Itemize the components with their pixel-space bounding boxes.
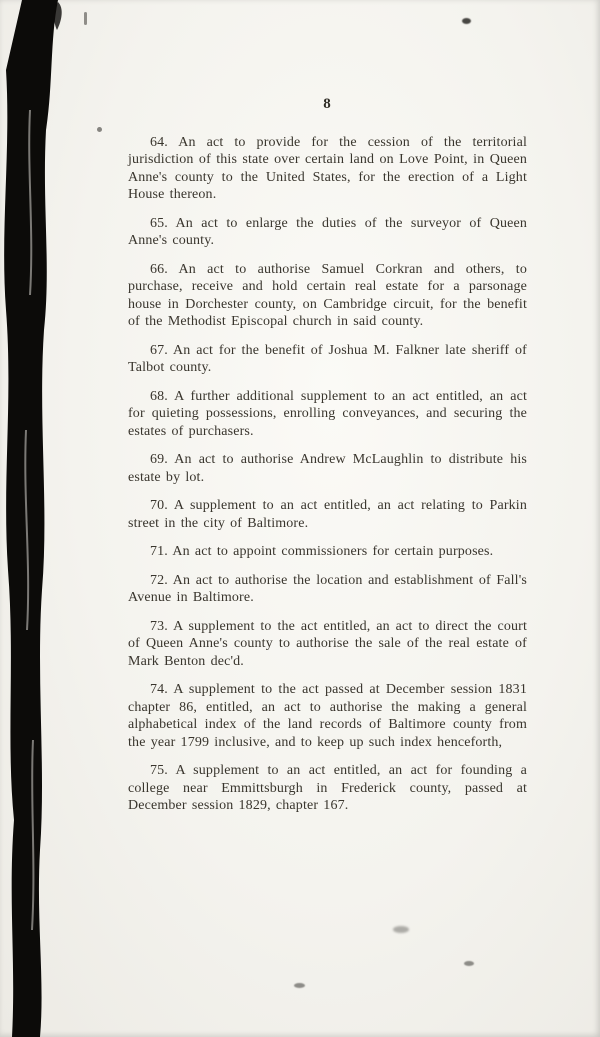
act-number: 70. (150, 498, 168, 513)
act-entry-67 (128, 342, 527, 377)
act-number: 73. (150, 618, 168, 634)
act-text: An act to appoint commissioners for certain purposes. (172, 544, 494, 559)
act-text: An act to provide for the cession of the territorial jurisdiction of this state over certain land on Love Point, in Queen Anne's county to the United States, for the erection of a Light House thereon. (128, 134, 527, 202)
scan-artifact (97, 127, 102, 132)
act-number: 67. (150, 342, 168, 358)
scan-artifact (294, 983, 305, 988)
act-text: An act to authorise Andrew McLaughlin to distribute his estate by lot. (128, 452, 527, 485)
act-number: 65. (150, 215, 168, 231)
act-entry-69 (128, 451, 527, 486)
act-text: A supplement to an act entitled, an act for founding a college near Emmittsburgh in Frederick county, passed at December session 1829, chapter 167. (128, 763, 527, 813)
act-text: A supplement to the act passed at December session 1831 chapter 86, entitled, an act to authorise the making a general alphabetical index of the land records of Baltimore county from the year 1799 inclusive, and to keep up such index henceforth, (128, 682, 527, 750)
act-number: 72. (150, 572, 168, 588)
act-number: 74. (150, 682, 168, 697)
act-number: 66. (150, 261, 168, 277)
act-text: An act to authorise Samuel Corkran and others, to purchase, receive and hold certain real estate for a parsonage house in Dorchester county, on Cambridge circuit, for the benefit of the Methodist Episcopal church in said county. (128, 261, 527, 329)
scan-artifact (84, 12, 87, 25)
act-entry-70 (128, 497, 527, 532)
act-entry-73 (128, 618, 527, 671)
scan-artifact (393, 926, 409, 933)
act-entry-68 (128, 388, 527, 441)
act-entry-66 (128, 261, 527, 331)
act-entry-71 (128, 543, 527, 561)
scan-artifact (464, 961, 474, 966)
act-text: A supplement to the act entitled, an act to direct the court of Queen Anne's county to authorise the sale of the real estate of Mark Benton dec'd. (128, 618, 527, 669)
act-number: 69. (150, 452, 168, 467)
act-text: An act to enlarge the duties of the surveyor of Queen Anne's county. (128, 215, 527, 248)
act-text: A supplement to an act entitled, an act relating to Parkin street in the city of Baltimore. (128, 498, 527, 531)
act-entry-75 (128, 762, 527, 815)
page-number: 8 (323, 96, 332, 112)
act-text: An act for the benefit of Joshua M. Falkner late sheriff of Talbot county. (128, 342, 527, 375)
act-number: 64. (150, 134, 168, 150)
act-text: A further additional supplement to an act entitled, an act for quieting possessions, enrolling conveyances, and securing the estates of purchasers. (128, 388, 527, 439)
act-entry-65 (128, 215, 527, 250)
act-entry-64 (128, 134, 527, 204)
scan-artifact (462, 18, 471, 24)
act-entry-74 (128, 681, 527, 751)
scan-binding-edge (0, 0, 70, 1037)
act-number: 71. (150, 544, 168, 559)
act-number: 68. (150, 388, 168, 404)
act-number: 75. (150, 763, 168, 778)
page-content (128, 96, 527, 826)
act-entry-72 (128, 572, 527, 607)
act-text: An act to authorise the location and establishment of Fall's Avenue in Baltimore. (128, 572, 527, 605)
